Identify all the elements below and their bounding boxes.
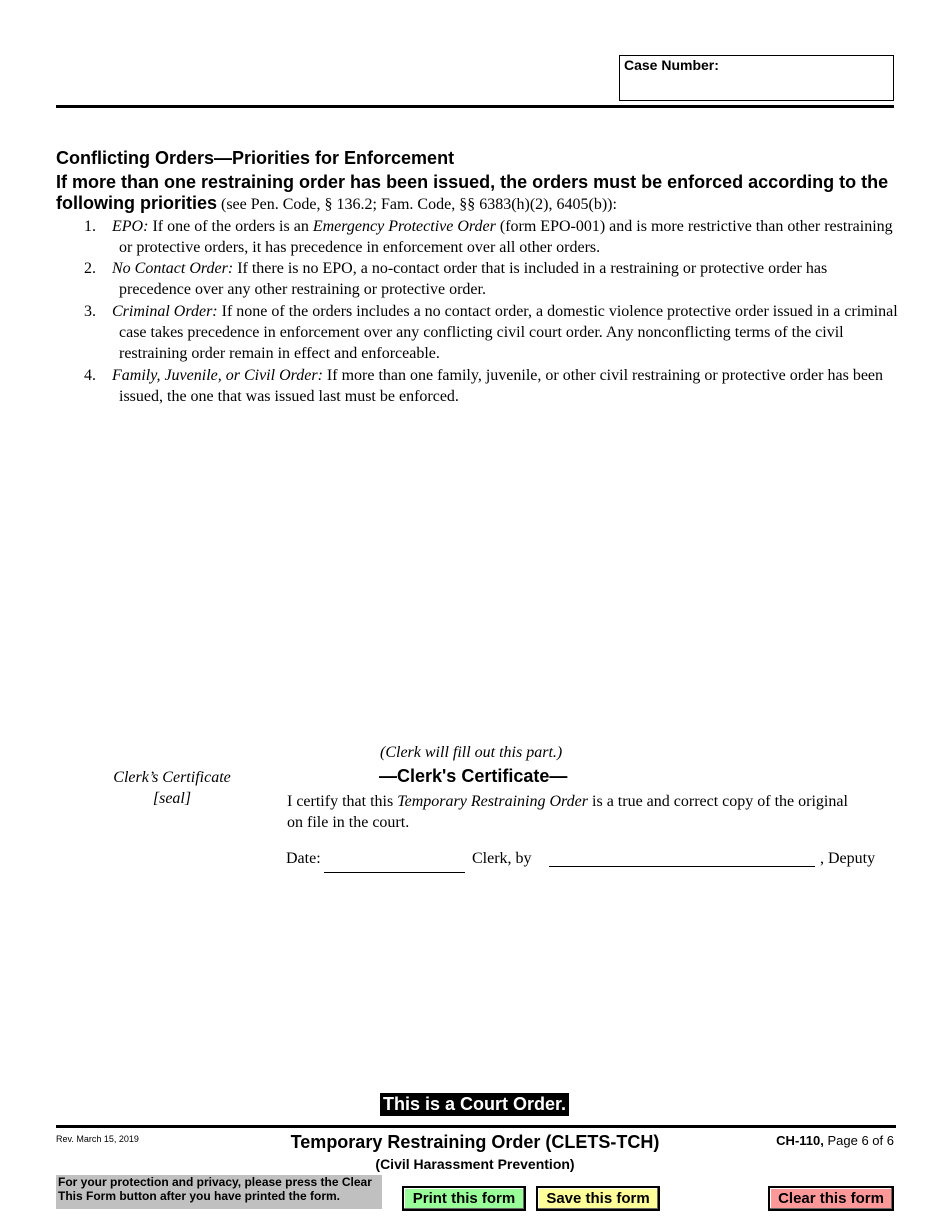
footer-divider [56,1125,896,1128]
privacy-note: For your protection and privacy, please press the Clear This Form button after you have printed the form. [56,1175,382,1209]
priority-item-epo [84,216,899,258]
priority-number: 1. [84,218,96,235]
priority-term: Family, Juvenile, or Civil Order: [112,367,323,384]
priority-number: 4. [84,367,96,384]
priority-rule-bold: If more than one restraining order has been issued, the orders must be enforced according to the following priorities [56,172,889,213]
priority-rule-citation: (see Pen. Code, § 136.2; Fam. Code, §§ 6383(h)(2), 6405(b)): [217,196,617,213]
priority-term: EPO: [112,218,149,235]
priority-italic-phrase: Emergency Protective Order [312,218,496,235]
clerk-by-label: Clerk, by [472,850,532,867]
case-number-field[interactable] [619,55,894,101]
certify-italic: Temporary Restraining Order [397,793,589,810]
clerk-name-input[interactable] [549,866,815,867]
form-code: CH-110, [776,1133,824,1148]
page-number: Page 6 of 6 [823,1133,894,1148]
seal-label-line2: [seal] [152,790,192,807]
date-label: Date: [286,850,321,867]
certify-text: is a true and correct copy of the original on file in the court. [287,793,848,831]
case-number-label: Case Number: [624,57,719,73]
priority-item-no-contact [84,258,899,300]
priority-text: (form EPO-001) and is more restrictive than other restraining or protective orders, it has precedence in enforcement over all other orders. [119,218,893,256]
seal-label-line1: Clerk’s Certificate [113,769,231,786]
priority-item-criminal [84,301,899,364]
priority-text: If none of the orders includes a no contact order, a domestic violence protective order issued in a criminal case takes precedence in enforcement over any conflicting civil court order. Any nonconflicting terms of the civil restraining order remain in effect and enforceable. [119,303,898,362]
section-title: Conflicting Orders—Priorities for Enforcement [56,148,455,168]
date-input[interactable] [324,872,465,873]
revision-date: Rev. March 15, 2019 [56,1134,139,1144]
priority-text: If more than one family, juvenile, or other civil restraining or protective order has been issued, the one that was issued last must be enforced. [119,367,884,405]
priority-term: Criminal Order: [112,303,218,320]
form-subtitle: (Civil Harassment Prevention) [375,1156,575,1172]
priority-number: 3. [84,303,96,320]
save-form-button[interactable]: Save this form [536,1186,660,1211]
header-divider [56,105,894,108]
priority-item-family [84,365,899,407]
court-order-banner: This is a Court Order. [380,1093,569,1116]
clerk-instruction-note: (Clerk will fill out this part.) [380,744,563,761]
priority-text: If one of the orders is an [148,218,313,235]
clerk-seal-area [88,767,256,809]
form-page-info [694,1133,894,1148]
priority-term: No Contact Order: [112,260,234,277]
deputy-label: , Deputy [820,850,876,867]
print-form-button[interactable]: Print this form [402,1186,526,1211]
priority-number: 2. [84,260,96,277]
certify-text: I certify that this [287,793,398,810]
clerk-certificate-title: —Clerk's Certificate— [379,766,568,786]
priority-text: If there is no EPO, a no-contact order that is included in a restraining or protective order has precedence over any other restraining or protective order. [119,260,828,298]
form-title: Temporary Restraining Order (CLETS-TCH) [290,1132,660,1152]
certification-statement [287,791,867,833]
clear-form-button[interactable]: Clear this form [768,1186,894,1211]
priority-rule-statement [56,172,901,215]
